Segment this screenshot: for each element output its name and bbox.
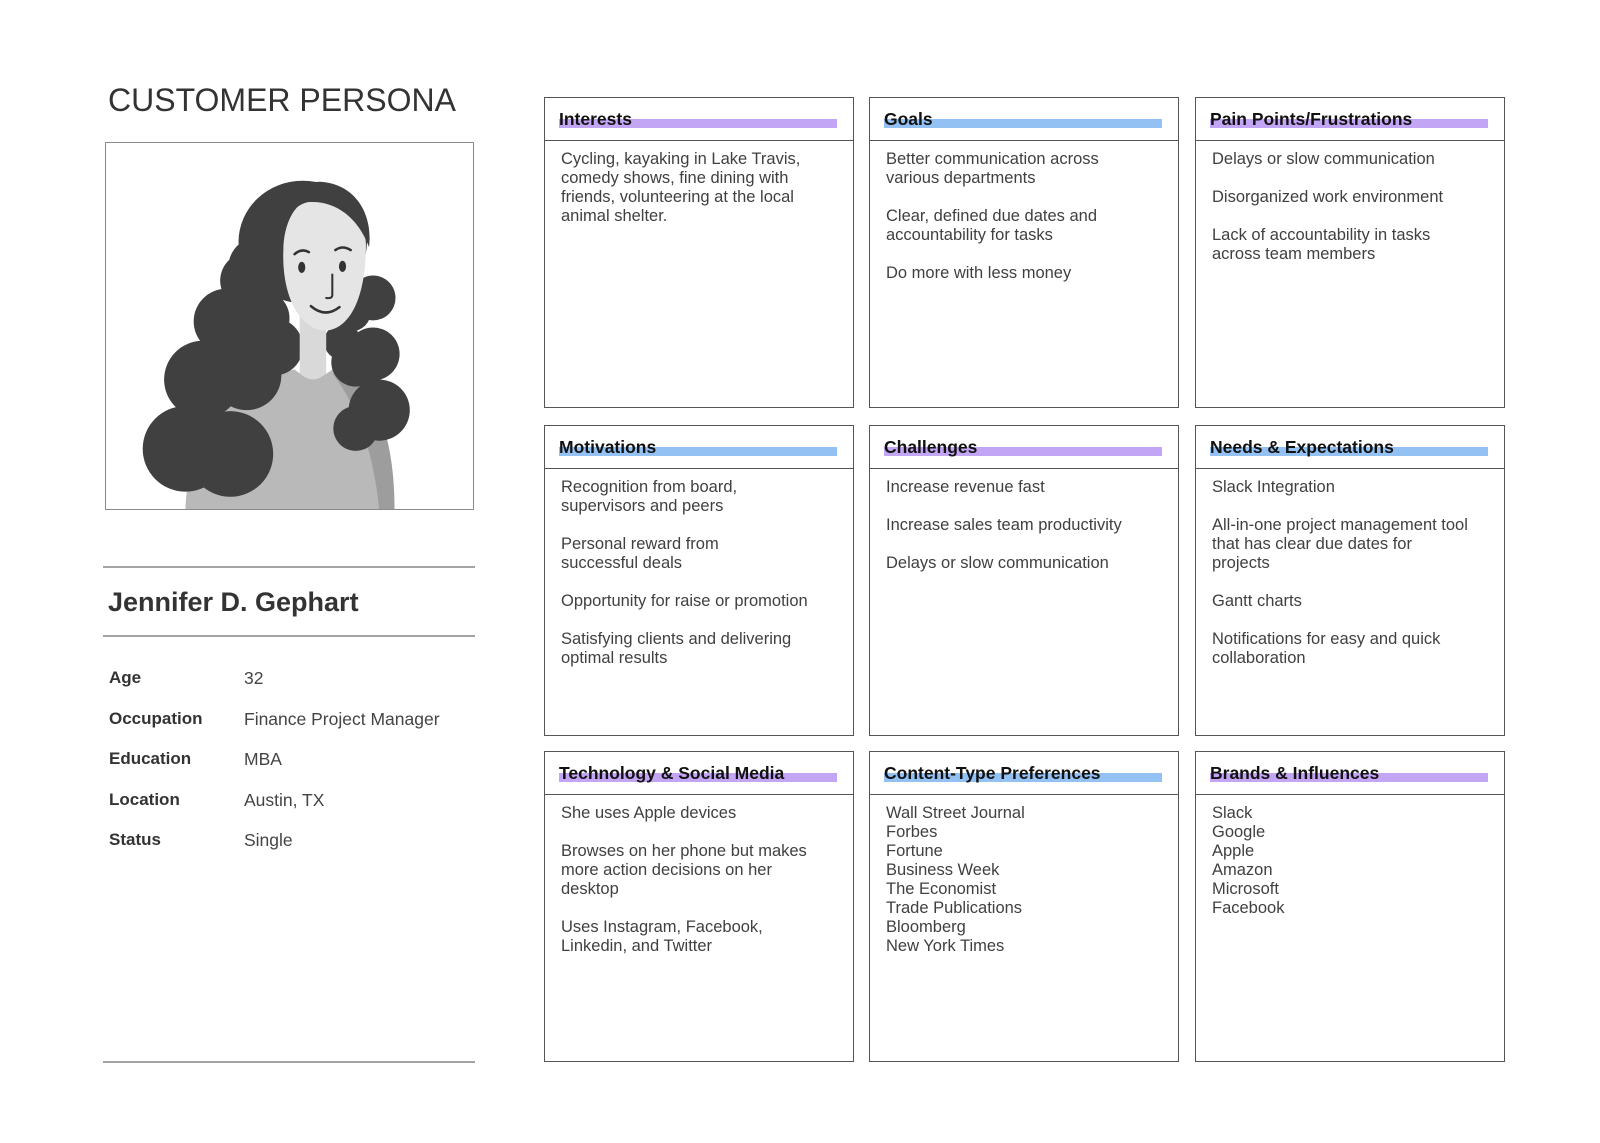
card-item: Notifications for easy and quick collaboration bbox=[1212, 630, 1441, 667]
card-header bbox=[870, 426, 1178, 469]
card-item: Uses Instagram, Facebook, Linkedin, and Twitter bbox=[561, 918, 763, 955]
card-item: Delays or slow communication bbox=[1212, 150, 1435, 168]
card-item: Opportunity for raise or promotion bbox=[561, 592, 808, 610]
card-item: Slack bbox=[1212, 804, 1253, 822]
card-pain-points bbox=[1195, 97, 1505, 408]
page-title: CUSTOMER PERSONA bbox=[108, 82, 456, 118]
card-interests bbox=[544, 97, 854, 408]
card-item: Google bbox=[1212, 823, 1266, 841]
card-body bbox=[1196, 141, 1504, 264]
detail-value: MBA bbox=[244, 749, 282, 769]
detail-label: Location bbox=[109, 789, 180, 809]
detail-label: Occupation bbox=[109, 708, 203, 728]
persona-photo bbox=[105, 142, 474, 510]
detail-row-status bbox=[109, 830, 475, 871]
detail-label: Status bbox=[109, 830, 161, 849]
divider bbox=[103, 566, 475, 568]
card-item: Business Week bbox=[886, 861, 1000, 879]
card-body bbox=[545, 141, 853, 226]
card-item: Slack Integration bbox=[1212, 478, 1335, 496]
card-item: Trade Publications bbox=[886, 899, 1023, 917]
card-item: Recognition from board, supervisors and peers bbox=[561, 478, 738, 515]
detail-label: Age bbox=[109, 668, 142, 687]
card-header bbox=[1196, 752, 1504, 795]
card-header bbox=[870, 752, 1178, 795]
card-goals bbox=[869, 97, 1179, 408]
card-item: Bloomberg bbox=[886, 918, 966, 936]
card-title: Pain Points/Frustrations bbox=[1210, 109, 1413, 129]
card-header bbox=[545, 98, 853, 141]
card-item: Increase sales team productivity bbox=[886, 516, 1122, 534]
card-content-type-preferences bbox=[869, 751, 1179, 1062]
card-body bbox=[870, 469, 1178, 573]
detail-row-occupation bbox=[109, 709, 475, 750]
card-header bbox=[1196, 98, 1504, 141]
card-item: Apple bbox=[1212, 842, 1255, 860]
card-body bbox=[545, 469, 853, 668]
card-title: Motivations bbox=[559, 437, 657, 457]
card-item: All-in-one project management tool that has clear due dates for projects bbox=[1212, 516, 1468, 572]
card-needs-expectations bbox=[1195, 425, 1505, 736]
card-item: Delays or slow communication bbox=[886, 554, 1109, 572]
detail-row-education bbox=[109, 749, 475, 790]
card-challenges bbox=[869, 425, 1179, 736]
card-header bbox=[1196, 426, 1504, 469]
card-item: Forbes bbox=[886, 823, 938, 841]
card-technology-social-media bbox=[544, 751, 854, 1062]
card-item: Wall Street Journal bbox=[886, 804, 1025, 822]
card-item: Amazon bbox=[1212, 861, 1273, 879]
card-item: Do more with less money bbox=[886, 264, 1072, 282]
card-item: Lack of accountability in tasks across team members bbox=[1212, 226, 1431, 263]
card-item: Fortune bbox=[886, 842, 943, 860]
card-body bbox=[870, 795, 1178, 956]
detail-value: Austin, TX bbox=[244, 789, 325, 810]
divider bbox=[103, 1061, 475, 1063]
persona-details bbox=[109, 668, 475, 871]
card-header bbox=[545, 426, 853, 469]
card-title: Challenges bbox=[884, 437, 978, 457]
card-item: The Economist bbox=[886, 880, 997, 898]
card-item: Cycling, kayaking in Lake Travis, comedy shows, fine dining with friends, volunteering at the local animal shelter. bbox=[561, 150, 801, 225]
woman-avatar-icon bbox=[106, 143, 473, 509]
card-item: Browses on her phone but makes more action decisions on her desktop bbox=[561, 842, 807, 898]
detail-row-age bbox=[109, 668, 475, 709]
card-item: Facebook bbox=[1212, 899, 1285, 917]
detail-value: 32 bbox=[244, 668, 264, 688]
card-title: Goals bbox=[884, 109, 933, 129]
divider bbox=[103, 635, 475, 637]
card-body bbox=[1196, 795, 1504, 918]
card-item: Satisfying clients and delivering optimal results bbox=[561, 630, 792, 667]
detail-row-location bbox=[109, 790, 475, 831]
card-item: Microsoft bbox=[1212, 880, 1279, 898]
card-brands-influences bbox=[1195, 751, 1505, 1062]
card-title: Interests bbox=[559, 109, 632, 129]
card-item: Better communication across various departments bbox=[886, 150, 1099, 187]
card-body bbox=[870, 141, 1178, 283]
card-item: Disorganized work environment bbox=[1212, 188, 1444, 206]
card-title: Technology & Social Media bbox=[559, 763, 785, 783]
detail-value: Finance Project Manager bbox=[244, 708, 440, 729]
card-title: Content-Type Preferences bbox=[884, 763, 1101, 783]
card-title: Needs & Expectations bbox=[1210, 437, 1394, 457]
card-item: New York Times bbox=[886, 937, 1005, 955]
card-motivations bbox=[544, 425, 854, 736]
card-item: She uses Apple devices bbox=[561, 804, 737, 822]
card-header bbox=[545, 752, 853, 795]
card-item: Personal reward from successful deals bbox=[561, 535, 719, 572]
card-item: Clear, defined due dates and accountability for tasks bbox=[886, 207, 1097, 244]
persona-name: Jennifer D. Gephart bbox=[108, 587, 359, 617]
card-item: Increase revenue fast bbox=[886, 478, 1045, 496]
card-title: Brands & Influences bbox=[1210, 763, 1380, 783]
card-body bbox=[1196, 469, 1504, 668]
card-header bbox=[870, 98, 1178, 141]
card-item: Gantt charts bbox=[1212, 592, 1302, 610]
detail-value: Single bbox=[244, 830, 293, 850]
card-body bbox=[545, 795, 853, 956]
detail-label: Education bbox=[109, 749, 192, 768]
